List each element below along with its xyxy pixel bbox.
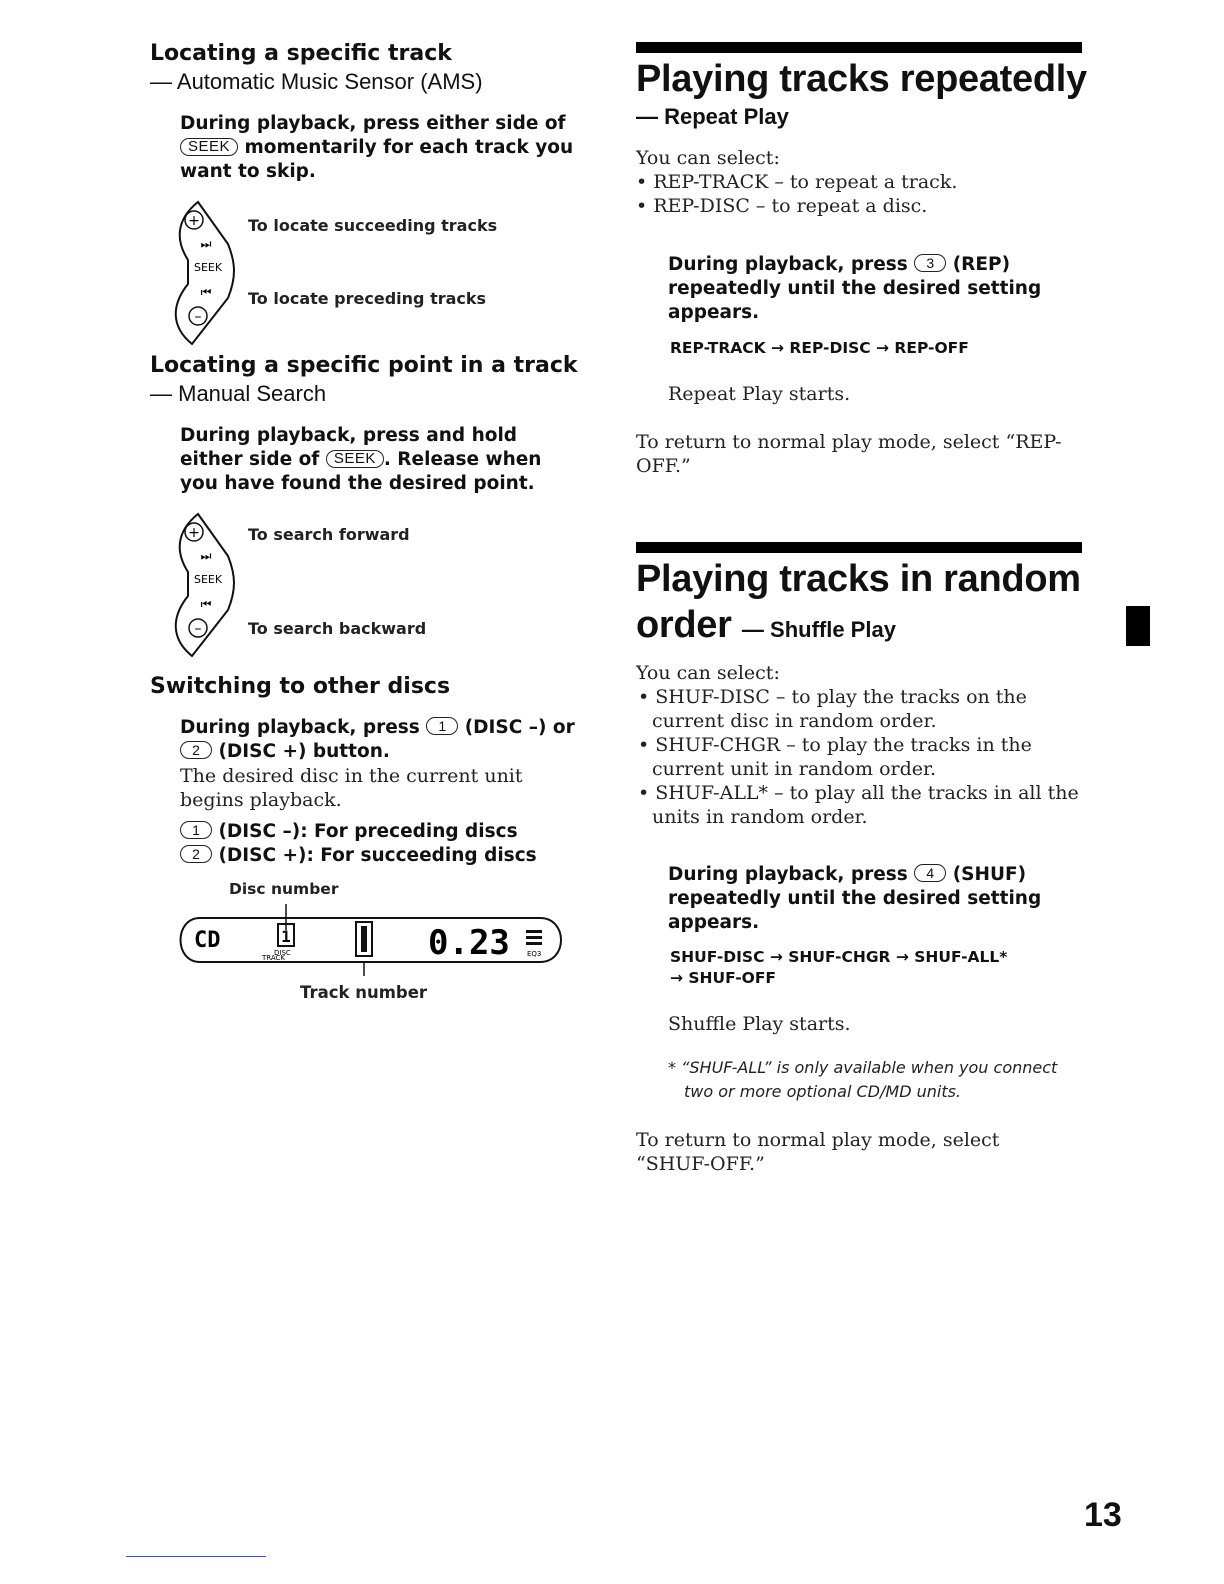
shuffle-instruction [668,863,1048,935]
button-4-ref: 4 [914,864,946,882]
discs-line-2 [180,844,580,868]
shuffle-bullet-1: • SHUF-DISC – to play the tracks on the current disc in random order. [638,686,1027,732]
disc-number-label: Disc number [229,880,339,898]
rewind-icon: ⏮ [200,597,212,611]
seek-button-ref: SEEK [180,138,238,156]
seek-knob-graphic-2 [168,510,248,658]
button-2-ref-2: 2 [180,845,212,863]
manual-instruction-text-2: . Release when you have found the desired point. [180,449,542,494]
repeat-result: Repeat Play starts. [668,383,851,405]
minus-symbol: – [194,621,202,637]
fast-forward-icon: ⏭ [200,549,212,563]
shuffle-subtitle: — Shuffle Play [741,617,896,642]
shuffle-title-line-1: Playing tracks in random [636,558,1081,600]
display-panel-graphic [170,900,570,980]
repeat-intro: You can select: [636,147,780,169]
discs-line-2-text: (DISC +): For succeeding discs [218,845,537,866]
shuffle-footnote: * “SHUF-ALL” is only available when you connect two or more optional CD/MD units. [668,1058,1058,1101]
rewind-icon: ⏮ [200,285,212,299]
button-1-ref-2: 1 [180,821,212,839]
label-preceding-tracks: To locate preceding tracks [248,289,487,308]
display-track-small: TRACK [262,954,285,962]
shuffle-bullet-3: • SHUF-ALL* – to play all the tracks in all the units in random order. [638,782,1079,828]
seek-label: SEEK [194,573,223,586]
repeat-subtitle: — Repeat Play [636,104,789,129]
repeat-bullet-2: • REP-DISC – to repeat a disc. [636,195,928,217]
manual-title: Locating a specific point in a track [150,353,578,378]
seek-knob-graphic [168,198,248,346]
shuffle-return: To return to normal play mode, select “SHUF-OFF.” [636,1129,1000,1175]
shuffle-title-line-2 [636,602,896,653]
discs-line-1-text: (DISC –): For preceding discs [218,821,518,842]
label-search-backward: To search backward [248,619,427,638]
seek-label: SEEK [194,261,223,274]
seek-button-ref-2: SEEK [326,450,384,468]
shuffle-instruction-text-2: (SHUF) repeatedly until the desired setting appears. [668,864,1042,933]
shuffle-sequence-1: SHUF-DISC → SHUF-CHGR → SHUF-ALL* [670,948,1008,966]
track-number-label: Track number [300,983,428,1002]
manual-instruction-text: During playback, press and hold either side of [180,425,518,470]
bottom-link-line [126,1556,266,1557]
label-succeeding-tracks: To locate succeeding tracks [248,216,498,235]
shuffle-intro: You can select: [636,662,780,684]
repeat-sequence: REP-TRACK → REP-DISC → REP-OFF [670,339,969,357]
repeat-instruction-text: During playback, press [668,254,908,275]
display-disc-digit: 1 [281,927,291,946]
section-rule-shuffle [636,542,1082,553]
ams-instruction [180,112,580,184]
page-number: 13 [1084,1496,1122,1534]
repeat-bullet-1: • REP-TRACK – to repeat a track. [636,171,958,193]
label-search-forward: To search forward [248,525,410,544]
ams-title: Locating a specific track [150,41,452,66]
repeat-instruction [668,253,1048,325]
button-1-ref: 1 [426,717,458,735]
section-thumb-tab [1126,606,1150,646]
button-3-ref: 3 [914,254,946,272]
discs-instruction-text-3: (DISC +) button. [218,741,390,762]
fast-forward-icon: ⏭ [200,237,212,251]
repeat-return: To return to normal play mode, select “REP-OFF.” [636,431,1062,477]
shuffle-instruction-text: During playback, press [668,864,908,885]
ams-subtitle: — Automatic Music Sensor (AMS) [150,69,483,94]
discs-instruction-text-2: (DISC –) or [464,717,575,738]
plus-symbol: + [188,213,200,229]
manual-instruction [180,424,580,496]
discs-instruction [180,716,580,764]
button-2-ref: 2 [180,741,212,759]
display-track-digits: 0.23 [428,923,510,963]
shuffle-bullet-2: • SHUF-CHGR – to play the tracks in the current unit in random order. [638,734,1032,780]
display-eq-label: EQ3 [527,950,542,958]
minus-symbol: – [194,309,202,325]
discs-line-1 [180,820,580,844]
discs-instruction-text: During playback, press [180,717,420,738]
ams-instruction-text-2: momentarily for each track you want to skip. [180,137,574,182]
display-disc-small: DISC [274,949,291,957]
shuffle-result: Shuffle Play starts. [668,1013,851,1035]
section-rule-repeat [636,42,1082,53]
plus-symbol: + [188,525,200,541]
shuffle-sequence-2: → SHUF-OFF [670,969,777,987]
discs-title: Switching to other discs [150,674,451,699]
repeat-title: Playing tracks repeatedly [636,58,1087,100]
manual-subtitle: — Manual Search [150,381,327,406]
shuffle-title-order: order [636,604,732,646]
display-cd-text: CD [194,928,221,953]
ams-instruction-text: During playback, press either side of [180,113,566,134]
repeat-instruction-text-2: (REP) repeatedly until the desired setting appears. [668,254,1042,323]
discs-body: The desired disc in the current unit begins playback. [180,765,523,811]
